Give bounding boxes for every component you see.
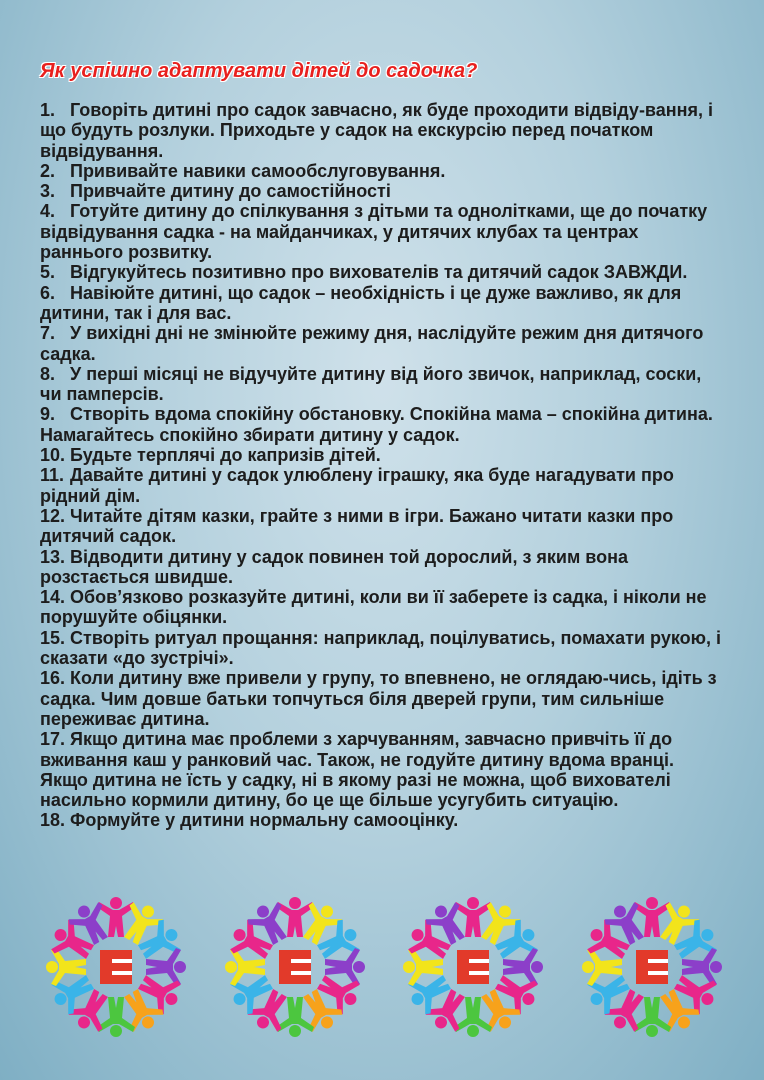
tip-item — [40, 628, 724, 669]
tip-item — [40, 668, 724, 729]
children-circle-emblem-icon — [44, 895, 188, 1039]
tip-number: 14. — [40, 587, 66, 608]
tip-item — [40, 181, 724, 201]
tip-item — [40, 587, 724, 628]
tip-number: 3. — [40, 181, 56, 202]
tip-text: Створіть ритуал прощання: наприклад, поцілуватись, помахати рукою, і сказати «до зустрічі». — [40, 627, 721, 669]
children-circle-emblem-icon — [580, 895, 724, 1039]
tip-item — [40, 283, 724, 324]
tip-item — [40, 506, 724, 547]
tip-item — [40, 100, 724, 161]
tip-number: 15. — [40, 627, 66, 648]
page-title: Як успішно адаптувати дітей до садочка? — [40, 60, 478, 82]
tip-text: Обов’язково розказуйте дитині, коли ви її заберете із садка, і ніколи не порушуйте обіцянки. — [40, 587, 707, 628]
tip-item — [40, 262, 724, 282]
tip-text: Прививайте навики самообслуговування. — [70, 160, 446, 181]
tip-number: 5. — [40, 262, 56, 283]
tip-number: 17. — [40, 729, 66, 750]
tip-text: Якщо дитина має проблеми з харчуванням, завчасно привчіть її до вживання каш у ранковий час. Також, не годуйте дитину вдома вранці. Якщо дитина не їсть у садку, ні в якому разі не можна, щоб вихователі насильно кормили дитину, бо це ще більше усугубить ситуацію. — [40, 729, 674, 811]
tip-number: 7. — [40, 323, 56, 344]
tip-number: 18. — [40, 810, 66, 831]
tip-item — [40, 547, 724, 588]
tip-text: Відводити дитину у садок повинен той дорослий, з яким вона розстається швидше. — [40, 546, 629, 587]
tip-number: 10. — [40, 445, 66, 466]
emblem-row — [44, 895, 724, 1045]
tip-text: У перші місяці не відучуйте дитину від його звичок, наприклад, соски, чи памперсів. — [40, 363, 702, 405]
tip-number: 13. — [40, 546, 66, 567]
tip-number: 12. — [40, 505, 66, 526]
tip-item — [40, 364, 724, 405]
tip-item — [40, 161, 724, 181]
tip-text: Говоріть дитині про садок завчасно, як буде проходити відвіду-вання, і що будуть розлуки. Приходьте у садок на екскурсію перед початком відвідування. — [40, 100, 714, 161]
tip-number: 16. — [40, 668, 66, 689]
tip-text: Навіюйте дитині, що садок – необхідність і це дуже важливо, як для дитини, так і для вас. — [40, 282, 682, 323]
tip-item — [40, 201, 724, 262]
tip-number: 4. — [40, 201, 56, 222]
tip-text: Готуйте дитину до спілкування з дітьми та однолітками, ще до початку відвідування садка - на майданчиках, у дитячих клубах та центрах раннього розвитку. — [40, 201, 708, 263]
tip-item — [40, 404, 724, 445]
tip-item — [40, 445, 724, 465]
children-circle-emblem-icon — [401, 895, 545, 1039]
tip-number: 9. — [40, 404, 56, 425]
tip-number: 8. — [40, 363, 56, 384]
tip-item — [40, 465, 724, 506]
tip-text: Давайте дитині у садок улюблену іграшку, яка буде нагадувати про рідний дім. — [40, 465, 674, 506]
tip-text: Будьте терплячі до капризів дітей. — [70, 445, 381, 466]
tips-list — [40, 100, 724, 831]
tip-text: Коли дитину вже привели у групу, то впевнено, не оглядаю-чись, ідіть з садка. Чим довше батьки топчуться біля дверей групи, тим сильніше переживає дитина. — [40, 668, 717, 729]
tip-text: Створіть вдома спокійну обстановку. Спокійна мама – спокійна дитина. Намагайтесь спокійно збирати дитину у садок. — [40, 404, 713, 445]
tip-item — [40, 729, 724, 810]
tip-number: 1. — [40, 100, 56, 120]
tip-text: Формуйте у дитини нормальну самооцінку. — [70, 810, 459, 831]
tip-number: 11. — [40, 465, 65, 486]
tip-item — [40, 323, 724, 364]
tip-number: 2. — [40, 160, 56, 181]
tip-number: 6. — [40, 282, 56, 303]
tip-text: Привчайте дитину до самостійності — [70, 181, 391, 202]
tip-text: У вихідні дні не змінюйте режиму дня, наслідуйте режим дня дитячого садка. — [40, 323, 704, 364]
children-circle-emblem-icon — [223, 895, 367, 1039]
tip-text: Відгукуйтесь позитивно про вихователів та дитячий садок ЗАВЖДИ. — [70, 262, 688, 283]
tip-item — [40, 810, 724, 830]
tip-text: Читайте дітям казки, грайте з ними в ігри. Бажано читати казки про дитячий садок. — [40, 505, 674, 547]
